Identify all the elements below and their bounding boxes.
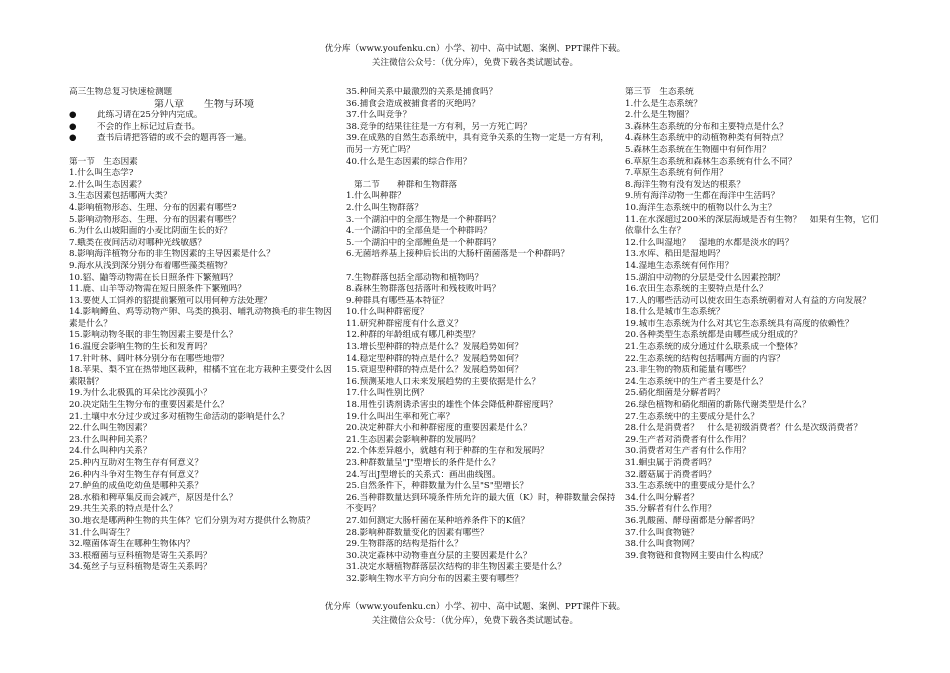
question-item: 19.为什么北极狐的耳朵比沙漠狐小？ [69, 388, 212, 399]
page-footer [0, 600, 950, 628]
question-item: 6.为什么山坡阳面的小麦比阴面生长的好？ [69, 226, 232, 237]
question-item: 9.所有海洋动物一生都在海洋中生活吗？ [625, 191, 780, 202]
question-item: 25.自然条件下，种群数量为什么呈"S"型增长？ [346, 481, 529, 492]
question-item: 18.什么是城市生态系统？ [625, 307, 725, 318]
question-item: 29.生物群落的结构是指什么？ [346, 539, 463, 550]
question-item: 31.决定水塘植物群落层次结构的非生物因素主要是什么？ [346, 562, 566, 573]
question-item: 36.乳酸菌、酵母菌都是分解者吗？ [625, 515, 759, 526]
question-item: 3.一个湖泊中的全部生物是一个种群吗？ [346, 214, 501, 225]
chapter-heading: 第八章 生物与环境 [154, 98, 254, 110]
question-item: 8.影响海洋植物分布的非生物因素的主导因素是什么？ [69, 249, 275, 260]
question-item: 31.什么叫寄生？ [69, 527, 135, 538]
question-item: 4.森林生态系统中的动植物种类有何特点？ [625, 133, 788, 144]
question-item: 24.写出J型增长的关系式：画出曲线图。 [346, 469, 501, 480]
question-item: 17.什么叫性别比例？ [346, 388, 429, 399]
question-item: 17.针叶林、阔叶林分别分布在哪些地带？ [69, 353, 229, 364]
question-item: 33.生态系统中的重要成分是什么？ [625, 481, 759, 492]
question-item: 17.人的哪些活动可以使农田生态系统朝着对人有益的方向发展？ [625, 295, 871, 306]
question-item: 33.根瘤菌与豆科植物是寄生关系吗？ [69, 550, 212, 561]
question-list [346, 191, 616, 261]
question-item: 20.决定陆生生物分布的重要因素是什么？ [69, 400, 229, 411]
question-item: 1.什么叫生态学? [69, 168, 134, 179]
section-heading: 第一节 生态因素 [69, 156, 138, 167]
section-heading: 第三节 生态系统 [625, 87, 694, 97]
question-item: 15.衰退型种群的特点是什么？发展趋势如何？ [346, 365, 523, 376]
column-2 [346, 87, 616, 586]
question-item: 10.貂、鼬等动物需在长日照条件下繁殖吗？ [69, 272, 238, 283]
question-item: 30.决定森林中动物垂直分层的主要因素是什么？ [346, 550, 532, 561]
question-item: 3.生态因素包括哪两大类？ [69, 191, 172, 202]
question-item: 32.蘑菇属于消费者吗？ [625, 469, 717, 480]
question-item: 32.噬菌体寄生在哪种生物体内？ [69, 539, 195, 550]
question-item: 13.增长型种群的特点是什么？发展趋势如何？ [346, 342, 523, 353]
question-item: 39.在成熟的自然生态系统中，具有竞争关系的生物一定是一方有利，而另一方死亡吗？ [346, 133, 609, 155]
question-item: 5.一个湖泊中的全部鲤鱼是一个种群吗？ [346, 237, 501, 248]
footer-line-2: 关注微信公众号：（优分库），免费下载各类试题试卷。 [371, 616, 579, 626]
question-item: 9.种群具有哪些基本特征？ [346, 295, 449, 306]
question-item: 15.湖泊中动物的分层是受什么因素控制？ [625, 272, 785, 283]
question-item: 36.捕食会造成被捕食者的灭绝吗？ [346, 98, 480, 109]
question-item: 34.什么叫分解者？ [625, 492, 699, 503]
instruction-bullet: ● 此练习请在25分钟内完成。 [69, 110, 203, 121]
question-item: 1.什么叫种群？ [346, 191, 406, 202]
question-list [346, 87, 616, 168]
question-item: 18.用性引诱剂诱杀害虫的雄性个体会降低种群密度吗？ [346, 400, 558, 411]
question-item: 27.如何测定大肠杆菌在某种培养条件下的K值？ [346, 515, 530, 526]
question-item: 7.生物群落包括全部动物和植物吗？ [346, 272, 484, 283]
question-item: 9.海水从浅到深分别分布着哪些藻类植物？ [69, 260, 232, 271]
section-heading: 第二节 种群和生物群落 [354, 179, 458, 190]
question-item: 23.种群数量呈"J"型增长的条件是什么？ [346, 458, 500, 468]
question-item: 2.什么是生物圈？ [625, 110, 694, 121]
question-item: 20.各种类型生态系统都是由哪些成分组成的？ [625, 330, 802, 341]
question-list [69, 168, 339, 574]
question-item: 40.什么是生态因素的综合作用？ [346, 156, 472, 167]
question-item: 5.森林生态系统在生物圈中有何作用？ [625, 144, 771, 155]
question-item: 30.消费者对生产者有什么作用？ [625, 446, 751, 457]
question-item: 21.土壤中水分过少或过多对植物生命活动的影响是什么？ [69, 411, 289, 422]
question-item: 35.种间关系中最激烈的关系是捕食吗？ [346, 87, 498, 97]
question-item: 19.城市生态系统为什么对其它生态系统具有高度的依赖性？ [625, 318, 854, 329]
question-item: 7.草原生态系统有何作用？ [625, 168, 728, 179]
question-item: 5.影响动物形态、生理、分布的因素有哪些？ [69, 214, 241, 225]
question-item: 27.生态系统中的主要成分是什么？ [625, 411, 759, 422]
question-item: 28.什么是消费者？ 什么是初级消费者？什么是次级消费者？ [625, 423, 863, 434]
question-item: 28.水稻和稗草集反而会减产，原因是什么？ [69, 492, 238, 503]
question-item: 10.海洋生态系统中的植物以什么为主？ [625, 202, 777, 213]
question-item: 24.什么叫种内关系？ [69, 446, 152, 457]
question-item: 8.海洋生物有没有发达的根系？ [625, 179, 745, 190]
question-item: 8.森林生物群落包括落叶和残枝败叶吗？ [346, 284, 501, 295]
question-item: 14.湿地生态系统有何作用？ [625, 260, 734, 271]
question-item: 6.草原生态系统和森林生态系统有什么不同？ [625, 156, 797, 167]
question-item: 27.鲈鱼的成鱼吃幼鱼是哪种关系？ [69, 481, 203, 492]
question-item: 3.森林生态系统的分布和主要特点是什么？ [625, 121, 788, 132]
question-item: 22.个体差异越小，就越有利于种群的生存和发展吗？ [346, 446, 549, 457]
header-line-1: 优分库（www.youfenku.cn）小学、初中、高中试题、案例、PPT课件下载。 [324, 44, 626, 54]
question-list [625, 99, 883, 563]
question-item: 24.生态系统中的生产者主要是什么？ [625, 376, 768, 387]
question-item: 22.什么叫生物因素？ [69, 423, 152, 434]
question-item: 4.一个湖泊中的全部鱼是一个种群吗？ [346, 226, 492, 237]
question-item: 16.温度会影响生物的生长和发育吗？ [69, 342, 212, 353]
question-item: 14.影响鳟鱼、鸡等动物产卵、鸟类的换羽、哺乳动物换毛的非生物因素是什么？ [69, 307, 332, 329]
question-item: 11.研究种群密度有什么意义？ [346, 318, 463, 329]
doc-title: 高三生物总复习快速检测题 [69, 87, 173, 97]
question-item: 26.种内斗争对生物生存有何意义？ [69, 469, 203, 480]
column-3 [625, 87, 883, 562]
question-item: 12.种群的年龄组成有哪几种类型？ [346, 330, 480, 341]
page-header [0, 42, 950, 70]
question-item: 26.绿色植物和硝化细菌的新陈代谢类型是什么？ [625, 400, 811, 411]
header-line-2: 关注微信公众号：（优分库），免费下载各类试题试卷。 [371, 58, 579, 68]
question-item: 15.影响动物冬眠的非生物因素主要是什么？ [69, 330, 238, 341]
column-1 [69, 87, 339, 574]
instruction-bullet: ● 不会的作上标记过后查书。 [69, 121, 201, 132]
question-item: 2.什么叫生态因素？ [69, 179, 146, 190]
question-item: 37.什么叫食物链？ [625, 527, 699, 538]
question-list [346, 273, 616, 586]
question-item: 12.什么叫湿地？ 湿地的水都是淡水的吗？ [625, 237, 794, 248]
question-item: 7.蛾类在夜间活动对哪种光线敏感？ [69, 237, 207, 248]
question-item: 29.共生关系的特点是什么？ [69, 504, 178, 515]
question-item: 1.什么是生态系统？ [625, 98, 702, 109]
question-item: 32.影响生物水平方向分布的因素主要有哪些？ [346, 573, 523, 584]
question-item: 37.什么叫竞争？ [346, 110, 412, 121]
question-item: 14.稳定型种群的特点是什么？发展趋势如何？ [346, 353, 523, 364]
question-item: 13.要使人工饲养的貂提前繁殖可以用何种方法处理？ [69, 295, 272, 306]
question-item: 10.什么叫种群密度？ [346, 307, 429, 318]
question-item: 6.无菌培养基上接种后长出的大肠杆菌菌落是一个种群吗？ [346, 249, 570, 260]
question-item: 23.非生物的物质和能量有哪些？ [625, 365, 751, 376]
question-item: 31.蛔虫属于消费者吗？ [625, 458, 717, 468]
question-item: 25.种内互助对生物生存有何意义？ [69, 458, 203, 468]
question-item: 18.苹果、梨不宜在热带地区栽种，柑橘不宜在北方栽种主要受什么因素限制？ [69, 365, 332, 387]
question-item: 23.什么叫种间关系？ [69, 434, 152, 445]
question-item: 38.什么叫食物网？ [625, 539, 699, 550]
question-item: 38.竞争的结果往往是一方有利，另一方死亡吗？ [346, 121, 532, 132]
question-item: 39.食物链和食物网主要由什么构成？ [625, 550, 768, 561]
question-item: 16.预测某地人口未来发展趋势的主要依据是什么？ [346, 376, 541, 387]
question-item: 34.菟丝子与豆科植物是寄生关系吗？ [69, 562, 212, 573]
question-item: 28.影响种群数量变化的因素有哪些？ [346, 527, 489, 538]
question-item: 19.什么叫出生率和死亡率？ [346, 411, 455, 422]
question-item: 20.决定种群大小和种群密度的重要因素是什么？ [346, 423, 532, 434]
question-item: 21.生态系统的成分通过什么联系成一个整体？ [625, 342, 802, 353]
question-item: 21.生态因素会影响种群的发展吗？ [346, 434, 480, 445]
question-item: 13.水库、稻田是湿地吗？ [625, 249, 725, 260]
question-item: 22.生态系统的结构包括哪两方面的内容？ [625, 353, 785, 364]
question-item: 30.地衣是哪两种生物的共生体？它们分别为对方提供什么物质？ [69, 515, 315, 526]
question-item: 4.影响植物形态、生理、分布的因素有哪些? [69, 202, 237, 213]
instruction-bullet: ● 查书后请把答错的或不会的题再答一遍。 [69, 133, 252, 144]
question-item: 2.什么叫生物群落？ [346, 202, 423, 213]
footer-line-1: 优分库（www.youfenku.cn）小学、初中、高中试题、案例、PPT课件下载。 [324, 602, 626, 612]
question-item: 16.农田生态系统的主要特点是什么？ [625, 284, 768, 295]
question-item: 29.生产者对消费者有什么作用？ [625, 434, 751, 445]
question-item: 11.鹿、山羊等动物需在短日照条件下繁殖吗？ [69, 284, 246, 295]
question-item: 25.硝化细菌是分解者吗？ [625, 388, 725, 399]
question-item: 26.当种群数量达到环境条件所允许的最大值（K）时，种群数量会保持不变吗？ [346, 492, 616, 515]
question-item: 35.分解者有什么作用？ [625, 504, 717, 515]
question-item: 11.在水深超过200米的深层海域是否有生物？ 如果有生物，它们依靠什么生存？ [625, 214, 879, 237]
